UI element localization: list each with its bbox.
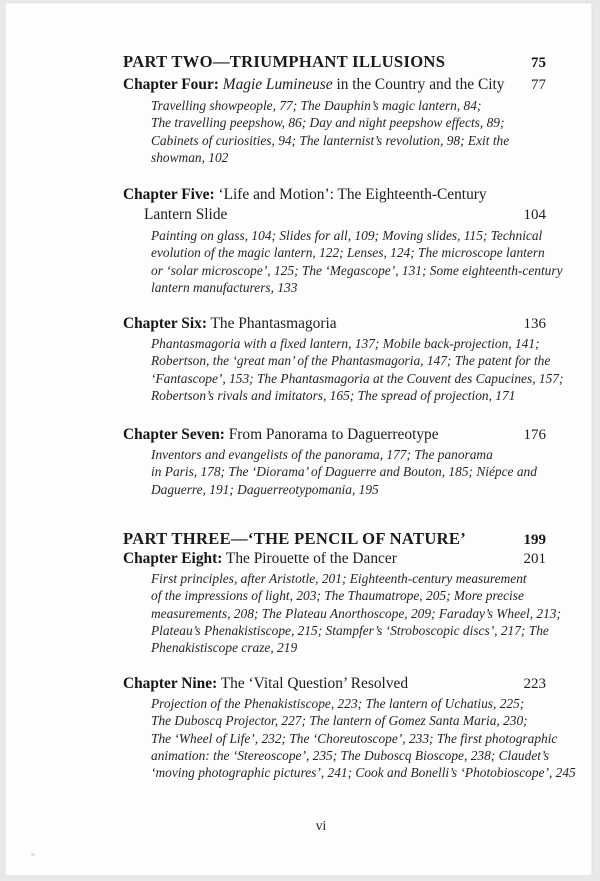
chapter-eight-row [123,549,546,569]
subentry-line: Cabinets of curiosities, 94; The lanternist’s revolution, 98; Exit the [151,132,510,148]
part-three-title: PART THREE—‘THE PENCIL OF NATURE’ [123,529,467,548]
subentry-line: Phenakistiscope craze, 219 [151,640,298,656]
chapter-seven-title-rest: From Panorama to Daguerreotype [224,426,439,443]
chapter-eight-title-rest: The Pirouette of the Dancer [222,550,397,567]
chapter-nine-subentries [151,695,576,781]
chapter-five-title-rest: ‘Life and Motion’: The Eighteenth-Century [214,186,487,203]
chapter-five-title-line1 [123,185,546,205]
chapter-five-heading [123,185,546,225]
part-two-title: PART TWO—TRIUMPHANT ILLUSIONS [123,52,446,71]
chapter-six-label: Chapter Six: [123,315,207,332]
subentry-line: The travelling peepshow, 86; Day and night peepshow effects, 89; [151,115,505,131]
chapter-five-label: Chapter Five: [123,186,215,203]
scan-dust-speck [31,853,35,856]
subentry-line: Robertson, the ‘great man’ of the Phantasmagoria, 147; The patent for the [151,353,551,369]
chapter-eight-page-number: 201 [523,551,546,567]
chapter-seven-title [123,425,439,445]
subentry-line: The Duboscq Projector, 227; The lantern of Gomez Santa Maria, 230; [151,713,528,729]
chapter-five-title-line2: Lantern Slide [144,206,228,223]
chapter-nine-title-rest: The ‘Vital Question’ Resolved [217,675,409,692]
subentry-line: Plateau’s Phenakistiscope, 215; Stampfer’s ‘Stroboscopic discs’, 217; The [151,622,549,638]
subentry-line: ‘moving photographic pictures’, 241; Cook and Bonelli’s ‘Photobioscope’, 245 [151,765,576,781]
chapter-four-row [123,75,546,95]
chapter-five-title-line2-row [123,205,546,225]
chapter-five-subentries [151,227,563,296]
chapter-seven-page-number: 176 [523,427,546,443]
part-three-heading-row [123,529,546,550]
subentry-line: lantern manufacturers, 133 [151,279,298,295]
chapter-six-page-number: 136 [523,316,546,332]
chapter-six-title-rest: The Phantasmagoria [206,315,337,332]
chapter-four-title-italic: Magie Lumineuse [218,76,333,93]
chapter-four-title-rest: in the Country and the City [332,76,505,93]
subentry-line: Inventors and evangelists of the panorama, 177; The panorama [151,447,493,462]
subentry-line: Daguerre, 191; Daguerreotypomania, 195 [151,481,379,497]
chapter-eight-title [123,549,397,569]
subentry-line: showman, 102 [151,149,229,165]
chapter-six-row [123,314,546,334]
subentry-line: Phantasmagoria with a fixed lantern, 137; Mobile back-projection, 141; [151,336,540,351]
subentry-line: animation: the ‘Stereoscope’, 235; The Duboscq Bioscope, 238; Claudet’s [151,747,549,763]
subentry-line: Travelling showpeople, 77; The Dauphin’s magic lantern, 84; [151,98,482,113]
chapter-seven-subentries [151,446,556,498]
subentry-line: First principles, after Aristotle, 201; Eighteenth-century measurement [151,571,527,586]
chapter-four-page-number: 77 [531,77,546,93]
chapter-six-title [123,314,337,334]
book-page-scan [5,3,592,875]
chapter-six-subentries [151,335,564,404]
chapter-five-page-number: 104 [523,207,546,223]
subentry-line: Painting on glass, 104; Slides for all, 109; Moving slides, 115; Technical [151,228,543,243]
subentry-line: evolution of the magic lantern, 122; Lenses, 124; The microscope lantern [151,245,545,261]
chapter-eight-label: Chapter Eight: [123,550,223,567]
chapter-nine-row [123,674,546,694]
chapter-four-title [123,75,504,95]
part-three-page-number: 199 [523,532,546,548]
chapter-nine-page-number: 223 [523,676,546,692]
subentry-line: of the impressions of light, 203; The Thaumatrope, 205; More precise [151,588,524,604]
subentry-line: or ‘solar microscope’, 125; The ‘Megascope’, 131; Some eighteenth-century [151,262,563,278]
chapter-four-label: Chapter Four: [123,76,219,93]
chapter-seven-label: Chapter Seven: [123,426,225,443]
subentry-line: Robertson’s rivals and imitators, 165; The spread of projection, 171 [151,387,516,403]
chapter-nine-label: Chapter Nine: [123,675,218,692]
chapter-seven-row [123,425,546,445]
chapter-four-subentries [151,97,556,166]
part-two-page-number: 75 [531,55,546,71]
folio-page-number: vi [315,818,327,833]
subentry-line: measurements, 208; The Plateau Anorthoscope, 209; Faraday’s Wheel, 213; [151,605,561,621]
chapter-eight-subentries [151,570,561,656]
subentry-line: Projection of the Phenakistiscope, 223; The lantern of Uchatius, 225; [151,696,525,711]
subentry-line: The ‘Wheel of Life’, 232; The ‘Choreutoscope’, 233; The first photographic [151,730,558,746]
chapter-nine-title [123,674,408,694]
subentry-line: ‘Fantascope’, 153; The Phantasmagoria at the Couvent des Capucines, 157; [151,370,564,386]
subentry-line: in Paris, 178; The ‘Diorama’ of Daguerre and Bouton, 185; Niépce and [151,464,537,480]
part-two-heading-row [123,52,546,73]
